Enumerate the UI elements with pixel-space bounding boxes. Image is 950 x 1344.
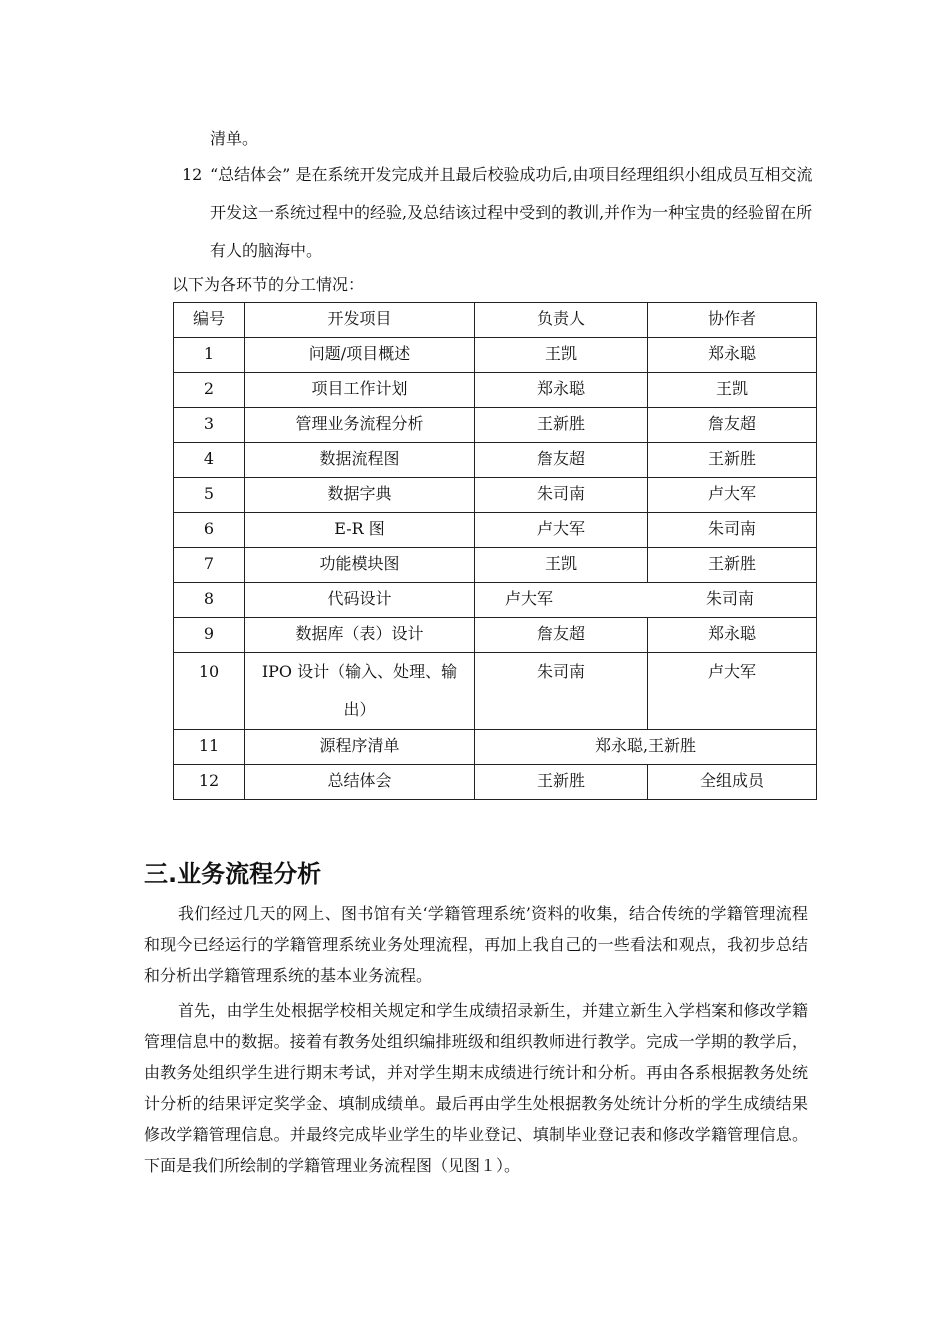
cell-project: 功能模块图	[245, 548, 475, 583]
cell-merged-owner-collaborator	[475, 583, 817, 618]
cell-owner: 郑永聪	[475, 373, 648, 408]
cell-project: 项目工作计划	[245, 373, 475, 408]
table-row	[174, 338, 817, 373]
task-assignment-table	[173, 302, 817, 800]
table-row	[174, 513, 817, 548]
table-row	[174, 478, 817, 513]
table-row	[174, 408, 817, 443]
cell-collaborator: 卢大军	[648, 653, 817, 730]
table-row	[174, 583, 817, 618]
body-paragraph: 我们经过几天的网上、图书馆有关‘学籍管理系统’资料的收集，结合传统的学籍管理流程和现今已经运行的学籍管理系统业务处理流程，再加上我自己的一些看法和观点，我初步总结和分析出学籍管理系统的基本业务流程。	[144, 904, 808, 985]
table-row	[174, 373, 817, 408]
cell-owner: 卢大军	[475, 513, 648, 548]
cell-collaborator: 郑永聪	[648, 618, 817, 653]
table-row	[174, 730, 817, 765]
cell-number: 1	[174, 338, 245, 373]
table-row	[174, 653, 817, 730]
list-item-text: “总结体会” 是在系统开发完成并且最后校验成功后,由项目经理组织小组成员互相交流开发这一系统过程中的经验,及总结该过程中受到的教训,并作为一种宝贵的经验留在所有人的脑海中。	[210, 165, 813, 260]
cell-project: 代码设计	[245, 583, 475, 618]
header-cell: 编号	[174, 303, 245, 338]
cell-owner: 王新胜	[475, 408, 648, 443]
cell-collaborator: 郑永聪	[648, 338, 817, 373]
list-item-number: 12	[182, 165, 203, 184]
cell-owner: 詹友超	[475, 443, 648, 478]
cell-project: E-R 图	[245, 513, 475, 548]
header-cell: 协作者	[648, 303, 817, 338]
cell-number: 7	[174, 548, 245, 583]
cell-number: 10	[174, 653, 245, 730]
cell-number: 6	[174, 513, 245, 548]
cell-number: 9	[174, 618, 245, 653]
cell-number: 3	[174, 408, 245, 443]
cell-number: 5	[174, 478, 245, 513]
cell-collaborator: 王新胜	[648, 548, 817, 583]
cell-number: 11	[174, 730, 245, 765]
cell-collaborator: 王凯	[648, 373, 817, 408]
cell-project: 问题/项目概述	[245, 338, 475, 373]
continuation-text: 清单。	[210, 129, 259, 148]
cell-project: IPO 设计（输入、处理、输出）	[245, 653, 475, 730]
table-header-row	[174, 303, 817, 338]
section-heading: 三.业务流程分析	[144, 860, 322, 888]
cell-owner-collaborator-merged: 郑永聪,王新胜	[475, 730, 817, 765]
cell-number: 4	[174, 443, 245, 478]
table-row	[174, 548, 817, 583]
list-item-12	[182, 156, 822, 270]
cell-owner: 朱司南	[475, 653, 648, 730]
cell-number: 2	[174, 373, 245, 408]
cell-owner: 詹友超	[475, 618, 648, 653]
cell-number: 8	[174, 583, 245, 618]
table-row	[174, 765, 817, 800]
body-paragraph: 首先，由学生处根据学校相关规定和学生成绩招录新生，并建立新生入学档案和修改学籍管理信息中的数据。接着有教务处组织编排班级和组织教师进行教学。完成一学期的教学后，由教务处组织学生进行期末考试，并对学生期末成绩进行统计和分析。再由各系根据教务处统计分析的结果评定奖学金、填制成绩单。最后再由学生处根据教务处统计分析的学生成绩结果修改学籍管理信息。并最终完成毕业学生的毕业登记、填制毕业登记表和修改学籍管理信息。下面是我们所绘制的学籍管理业务流程图（见图１）。	[144, 1001, 808, 1175]
cell-collaborator: 卢大军	[648, 478, 817, 513]
cell-owner: 朱司南	[475, 478, 648, 513]
cell-collaborator: 朱司南	[648, 513, 817, 548]
cell-owner: 王凯	[475, 338, 648, 373]
table-intro: 以下为各环节的分工情况：	[172, 275, 365, 294]
cell-project: 管理业务流程分析	[245, 408, 475, 443]
cell-collaborator: 詹友超	[648, 408, 817, 443]
cell-number: 12	[174, 765, 245, 800]
cell-project: 源程序清单	[245, 730, 475, 765]
cell-owner: 王凯	[475, 548, 648, 583]
cell-owner: 卢大军	[505, 589, 554, 608]
header-cell: 开发项目	[245, 303, 475, 338]
table-row	[174, 443, 817, 478]
cell-collaborator: 王新胜	[648, 443, 817, 478]
cell-project: 数据库（表）设计	[245, 618, 475, 653]
header-cell: 负责人	[475, 303, 648, 338]
cell-collaborator: 全组成员	[648, 765, 817, 800]
cell-project: 数据字典	[245, 478, 475, 513]
cell-owner: 王新胜	[475, 765, 648, 800]
table-row	[174, 618, 817, 653]
cell-collaborator: 朱司南	[705, 589, 754, 608]
cell-project: 总结体会	[245, 765, 475, 800]
cell-project: 数据流程图	[245, 443, 475, 478]
